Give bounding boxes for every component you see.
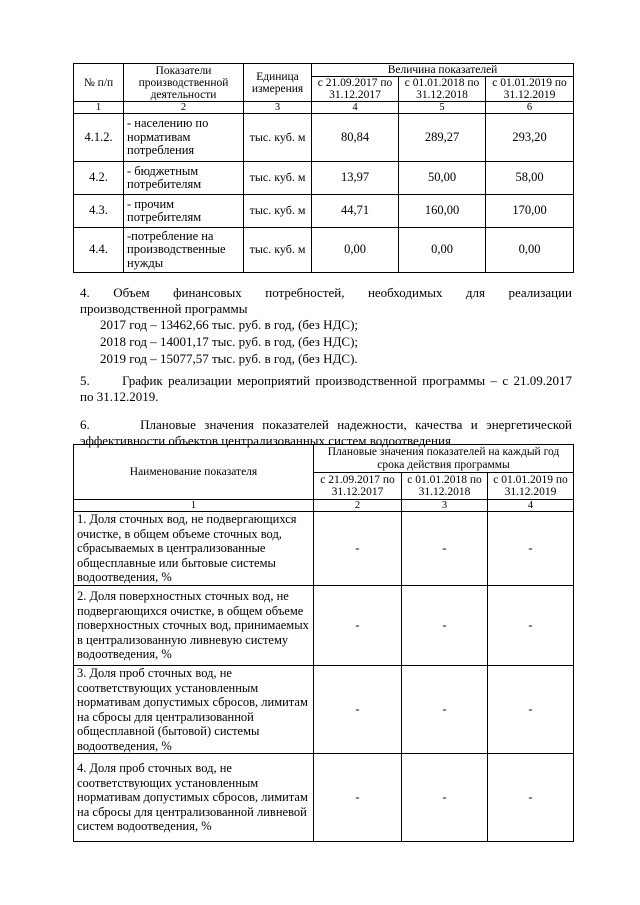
value-2017: -: [314, 666, 402, 754]
row-unit: тыс. куб. м: [244, 162, 312, 195]
reliability-indicators-table: [73, 444, 574, 842]
row-value-2017: 44,71: [312, 195, 399, 228]
value-2017: -: [314, 512, 402, 586]
section-6-line-1: 6. Плановые значения показателей надежности, качества и энергетической: [80, 417, 572, 432]
column-number-row: [74, 500, 574, 512]
table-row: [74, 114, 574, 162]
financing-item: 2017 год – 13462,66 тыс. руб. в год, (без НДС);: [100, 317, 359, 332]
value-2018: -: [402, 666, 488, 754]
section-5-line-2: по 31.12.2019.: [80, 389, 159, 404]
col-number: 3: [244, 102, 312, 114]
header-period-2: с 01.01.2018 по 31.12.2018: [399, 77, 486, 102]
col-number: 1: [74, 500, 314, 512]
col-number: 5: [399, 102, 486, 114]
row-code: 4.4.: [74, 228, 124, 273]
section-6-line-2: эффективности объектов централизованных систем водоотведения: [80, 433, 451, 448]
row-value-2018: 0,00: [399, 228, 486, 273]
row-code: 4.1.2.: [74, 114, 124, 162]
table-row: [74, 754, 574, 842]
row-value-2019: 0,00: [486, 228, 574, 273]
value-2019: -: [488, 666, 574, 754]
row-unit: тыс. куб. м: [244, 228, 312, 273]
row-value-2018: 160,00: [399, 195, 486, 228]
table-row: [74, 586, 574, 666]
col-number: 6: [486, 102, 574, 114]
section-5-paragraph: [80, 373, 572, 405]
col-number: 4: [312, 102, 399, 114]
column-number-row: [74, 102, 574, 114]
row-name: - бюджетным потребителям: [124, 162, 244, 195]
row-value-2017: 13,97: [312, 162, 399, 195]
row-unit: тыс. куб. м: [244, 114, 312, 162]
section-4-paragraph: [80, 285, 572, 317]
table-row: [74, 228, 574, 273]
value-2019: -: [488, 754, 574, 842]
table-row: [74, 162, 574, 195]
section-5-line-1: 5. График реализации мероприятий производственной программы – с 21.09.2017: [80, 373, 572, 388]
header-values: Плановые значения показателей на каждый год срока действия программы: [314, 445, 574, 473]
row-value-2018: 289,27: [399, 114, 486, 162]
row-name: - прочим потребителям: [124, 195, 244, 228]
header-period-1: с 21.09.2017 по 31.12.2017: [312, 77, 399, 102]
value-2018: -: [402, 754, 488, 842]
value-2017: -: [314, 754, 402, 842]
financing-item: 2019 год – 15077,57 тыс. руб. в год, (без НДС).: [100, 351, 358, 366]
header-period-1: с 21.09.2017 по 31.12.2017: [314, 473, 402, 500]
header-num: № п/п: [74, 64, 124, 102]
header-period-2: с 01.01.2018 по 31.12.2018: [402, 473, 488, 500]
section-4-line-1: 4. Объем финансовых потребностей, необходимых для реализации: [80, 285, 572, 300]
row-unit: тыс. куб. м: [244, 195, 312, 228]
header-unit: Единица измерения: [244, 64, 312, 102]
row-value-2018: 50,00: [399, 162, 486, 195]
col-number: 4: [488, 500, 574, 512]
table-row: [74, 195, 574, 228]
row-value-2019: 293,20: [486, 114, 574, 162]
indicator-name: 3. Доля проб сточных вод, не соответствующих установленным нормативам допустимых сбросов, лимитам на сбросы для централизованной общесплавной (бытовой) системы водоотведения, %: [74, 666, 314, 754]
table-row: [74, 512, 574, 586]
row-name: -потребление на производственные нужды: [124, 228, 244, 273]
header-name: Наименование показателя: [74, 445, 314, 500]
row-value-2017: 80,84: [312, 114, 399, 162]
row-value-2019: 58,00: [486, 162, 574, 195]
header-indicator: Показатели производственной деятельности: [124, 64, 244, 102]
row-code: 4.3.: [74, 195, 124, 228]
production-indicators-table: [73, 63, 574, 273]
table-row: [74, 666, 574, 754]
value-2017: -: [314, 586, 402, 666]
indicator-name: 1. Доля сточных вод, не подвергающихся очистке, в общем объеме сточных вод, сбрасываемых в централизованные общесплавные или бытовые системы водоотведения, %: [74, 512, 314, 586]
row-name: - населению по нормативам потребления: [124, 114, 244, 162]
row-value-2017: 0,00: [312, 228, 399, 273]
indicator-name: 4. Доля проб сточных вод, не соответствующих установленным нормативам допустимых сбросов, лимитам на сбросы для централизованной ливневой систем водоотведения, %: [74, 754, 314, 842]
header-period-3: с 01.01.2019 по 31.12.2019: [486, 77, 574, 102]
value-2018: -: [402, 586, 488, 666]
row-value-2019: 170,00: [486, 195, 574, 228]
row-code: 4.2.: [74, 162, 124, 195]
col-number: 2: [124, 102, 244, 114]
value-2019: -: [488, 586, 574, 666]
section-4-line-2: производственной программы: [80, 301, 248, 316]
header-period-3: с 01.01.2019 по 31.12.2019: [488, 473, 574, 500]
header-values: Величина показателей: [312, 64, 574, 77]
col-number: 2: [314, 500, 402, 512]
indicator-name: 2. Доля поверхностных сточных вод, не подвергающихся очистке, в общем объеме поверхностных сточных вод, принимаемых в централизованную ливневую систему водоотведения, %: [74, 586, 314, 666]
financing-item: 2018 год – 14001,17 тыс. руб. в год, (без НДС);: [100, 334, 359, 349]
financing-list: [100, 316, 358, 367]
col-number: 1: [74, 102, 124, 114]
col-number: 3: [402, 500, 488, 512]
value-2019: -: [488, 512, 574, 586]
value-2018: -: [402, 512, 488, 586]
